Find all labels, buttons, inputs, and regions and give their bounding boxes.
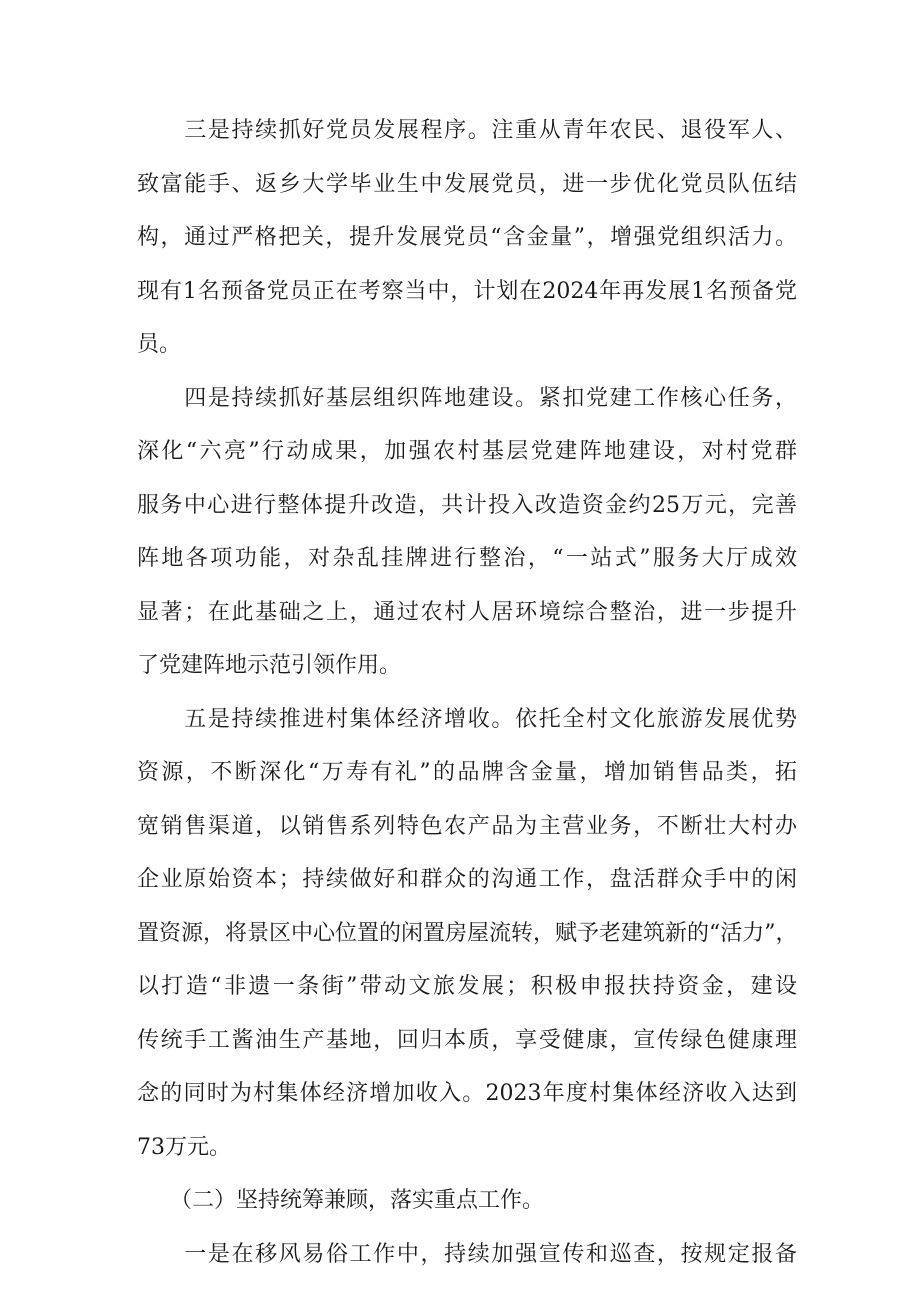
text-line: 致富能手、返乡大学毕业生中发展党员，进一步优化党员队伍结 [137,171,797,197]
paragraph-collective-economy [137,693,797,1175]
text-line: 阵地各项功能，对杂乱挂牌进行整治，“一站式”服务大厅成效 [137,546,797,571]
text-line: 念的同时为村集体经济增加收入。2023年度村集体经济收入达到 [137,1081,797,1106]
text-line: 员。 [137,332,182,357]
text-line: 现有1名预备党员正在考察当中，计划在2024年再发展1名预备党 [137,278,797,304]
text-line: 深化“六亮”行动成果，加强农村基层党建阵地建设，对村党群 [137,439,797,464]
text-line: 传统手工酱油生产基地，回归本质，享受健康，宣传绿色健康理 [137,1027,797,1053]
text-line: 置资源，将景区中心位置的闲置房屋流转，赋予老建筑新的“活力”， [137,920,798,946]
text-line: 构，通过严格把关，提升发展党员“含金量”，增强党组织活力。 [137,225,797,250]
paragraph-grassroots-position-building [137,372,797,693]
text-line: 以打造“非遗一条街”带动文旅发展；积极申报扶持资金，建设 [137,974,797,999]
text-line: 服务中心进行整体提升改造，共计投入改造资金约25万元，完善 [137,492,797,518]
text-line: 显著；在此基础之上，通过农村人居环境综合整治，进一步提升 [137,599,797,625]
document-body [137,104,797,1281]
text-line: 三是持续抓好党员发展程序。注重从青年农民、退役军人、 [137,118,797,143]
text-line: 企业原始资本；持续做好和群众的沟通工作，盘活群众手中的闲 [137,867,797,892]
heading-line: （二）坚持统筹兼顾，落实重点工作。 [137,1188,545,1213]
text-line: 了党建阵地示范引领作用。 [137,653,402,678]
paragraph-custom-reform [137,1228,797,1282]
paragraph-party-member-development [137,104,797,372]
text-line: 一是在移风易俗工作中，持续加强宣传和巡查，按规定报备 [137,1241,797,1267]
text-line: 73万元。 [137,1134,231,1160]
text-line: 四是持续抓好基层组织阵地建设。紧扣党建工作核心任务， [137,385,797,411]
text-line: 五是持续推进村集体经济增收。依托全村文化旅游发展优势 [137,706,797,732]
text-line: 资源，不断深化“万寿有礼”的品牌含金量，增加销售品类，拓 [137,760,797,785]
section-heading [137,1174,797,1228]
text-line: 宽销售渠道，以销售系列特色农产品为主营业务，不断壮大村办 [137,813,797,839]
